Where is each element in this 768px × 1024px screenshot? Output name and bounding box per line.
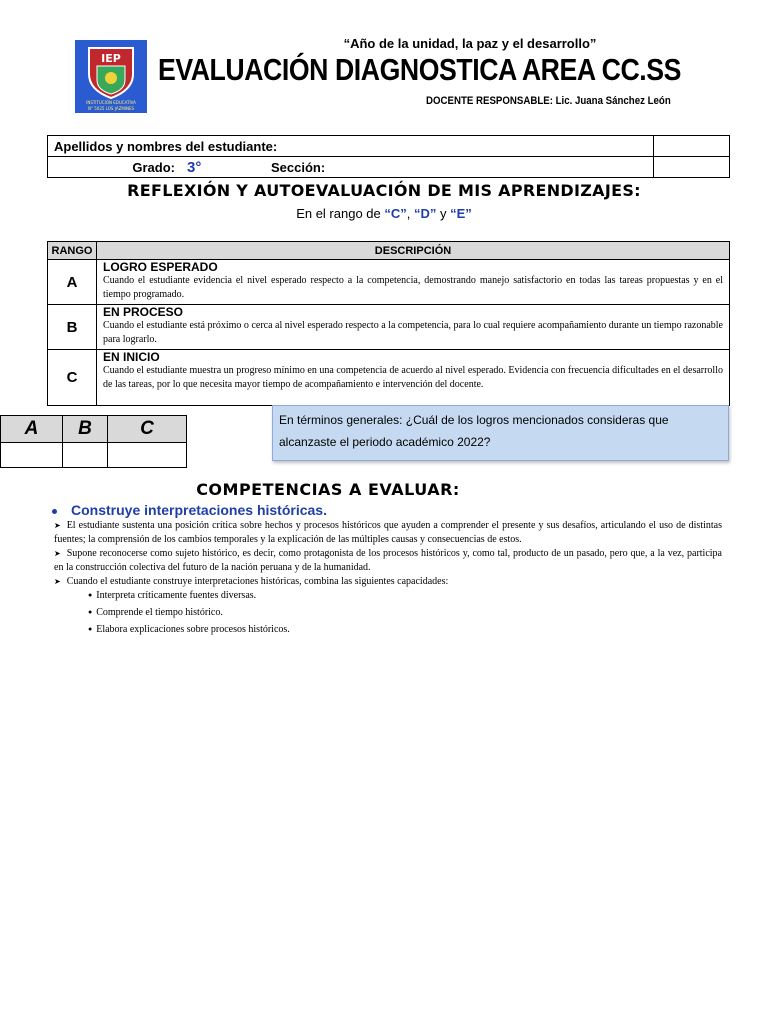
table-row (48, 260, 730, 305)
reflection-title: REFLEXIÓN Y AUTOEVALUACIÓN DE MIS APRENDIZAJES: (127, 181, 641, 200)
level-description-cell (97, 305, 730, 350)
capacity-item: ● Comprende el tiempo histórico. (88, 604, 290, 621)
competency-description (54, 519, 722, 589)
grid-cell-a[interactable] (1, 443, 63, 468)
grid-header-c: C (108, 416, 187, 443)
competencias-title: COMPETENCIAS A EVALUAR: (196, 480, 460, 499)
logo-letters: IEP (101, 52, 121, 65)
motto: “Año de la unidad, la paz y el desarrollo” (343, 36, 597, 51)
teacher-line: DOCENTE RESPONSABLE: Lic. Juana Sánchez León (426, 95, 671, 107)
capacity-item: ● Interpreta críticamente fuentes diversas. (88, 587, 290, 604)
achievement-grid (0, 415, 187, 468)
range-c: “C” (384, 206, 407, 221)
level-name: EN INICIO (103, 350, 160, 364)
col-desc-header: DESCRIPCIÓN (97, 242, 730, 260)
table-row (48, 305, 730, 350)
range-line (0, 206, 768, 221)
section-field[interactable] (654, 157, 730, 178)
list-item (54, 519, 722, 547)
grade-value: 3° (181, 157, 265, 178)
level-text: Cuando el estudiante evidencia el nivel esperado respecto a la competencia, demostrando manejo satisfactorio en todas las tareas propuestas y en el tiempo programado. (103, 275, 723, 300)
logo-caption-line1: INSTITUCIÓN EDUCATIVA (86, 100, 136, 105)
student-name-field[interactable] (654, 136, 730, 157)
level-description-cell (97, 350, 730, 406)
level-text: Cuando el estudiante muestra un progreso mínimo en una competencia de acuerdo al nivel esperado. Evidencia con frecuencia dificultades en el desarrollo de las tareas, por lo que necesita mayor tiempo de acompañamiento e intervención del docente. (103, 365, 723, 390)
levels-table (47, 241, 730, 406)
range-d: “D” (414, 206, 437, 221)
grid-header-b: B (63, 416, 108, 443)
capacity-item: ● Elabora explicaciones sobre procesos históricos. (88, 621, 290, 638)
paragraph-text: Cuando el estudiante construye interpretaciones históricas, combina las siguientes capacidades: (66, 576, 449, 587)
section-label: Sección: (265, 157, 654, 178)
level-description-cell (97, 260, 730, 305)
list-item (54, 547, 722, 575)
level-name: EN PROCESO (103, 305, 184, 319)
grid-header-a: A (1, 416, 63, 443)
competency-heading (52, 502, 327, 518)
level-letter: A (48, 260, 97, 305)
range-e: “E” (450, 206, 472, 221)
paragraph-text: El estudiante sustenta una posición crítica sobre hechos y procesos históricos que ayuden a comprender el presente y sus desafíos, articulando el uso de distintas fuentes; la comprensión de los cambios temporales y la explicación de las múltiples causas y consecuencias de estos. (54, 520, 722, 545)
col-rango-header: RANGO (48, 242, 97, 260)
page-title: EVALUACIÓN DIAGNOSTICA AREA CC.SS (158, 52, 681, 87)
bullet-icon (52, 509, 57, 514)
range-sep2: y (436, 206, 451, 221)
grade-label: Grado: (48, 157, 182, 178)
arrow-bullet-icon: ➤ (54, 521, 61, 530)
table-row (48, 350, 730, 406)
student-info-table (47, 135, 730, 178)
competency-heading-text: Construye interpretaciones históricas. (71, 502, 327, 518)
self-assessment-question: En términos generales: ¿Cuál de los logros mencionados consideras que alcanzaste el periodo académico 2022? (272, 405, 729, 461)
range-prefix: En el rango de (296, 206, 385, 221)
range-sep1: , (406, 206, 414, 221)
capacities-list (88, 587, 290, 638)
logo-caption-line2: N° 5025 LOS JAZMINES (87, 106, 135, 111)
grid-cell-c[interactable] (108, 443, 187, 468)
grid-cell-b[interactable] (63, 443, 108, 468)
level-text: Cuando el estudiante está próximo o cerca al nivel esperado respecto a la competencia, para lo cual requiere acompañamiento durante un tiempo razonable para lograrlo. (103, 320, 723, 345)
level-letter: B (48, 305, 97, 350)
arrow-bullet-icon: ➤ (54, 549, 61, 558)
level-letter: C (48, 350, 97, 406)
student-name-label: Apellidos y nombres del estudiante: (48, 136, 654, 157)
school-logo (75, 40, 147, 113)
level-name: LOGRO ESPERADO (103, 260, 218, 274)
arrow-bullet-icon: ➤ (54, 577, 61, 586)
paragraph-text: Supone reconocerse como sujeto histórico, es decir, como protagonista de los procesos históricos y, como tal, producto de un pasado, pero que, a la vez, participa en la construcción colectiva del futuro de la nación peruana y de la humanidad. (54, 548, 722, 573)
